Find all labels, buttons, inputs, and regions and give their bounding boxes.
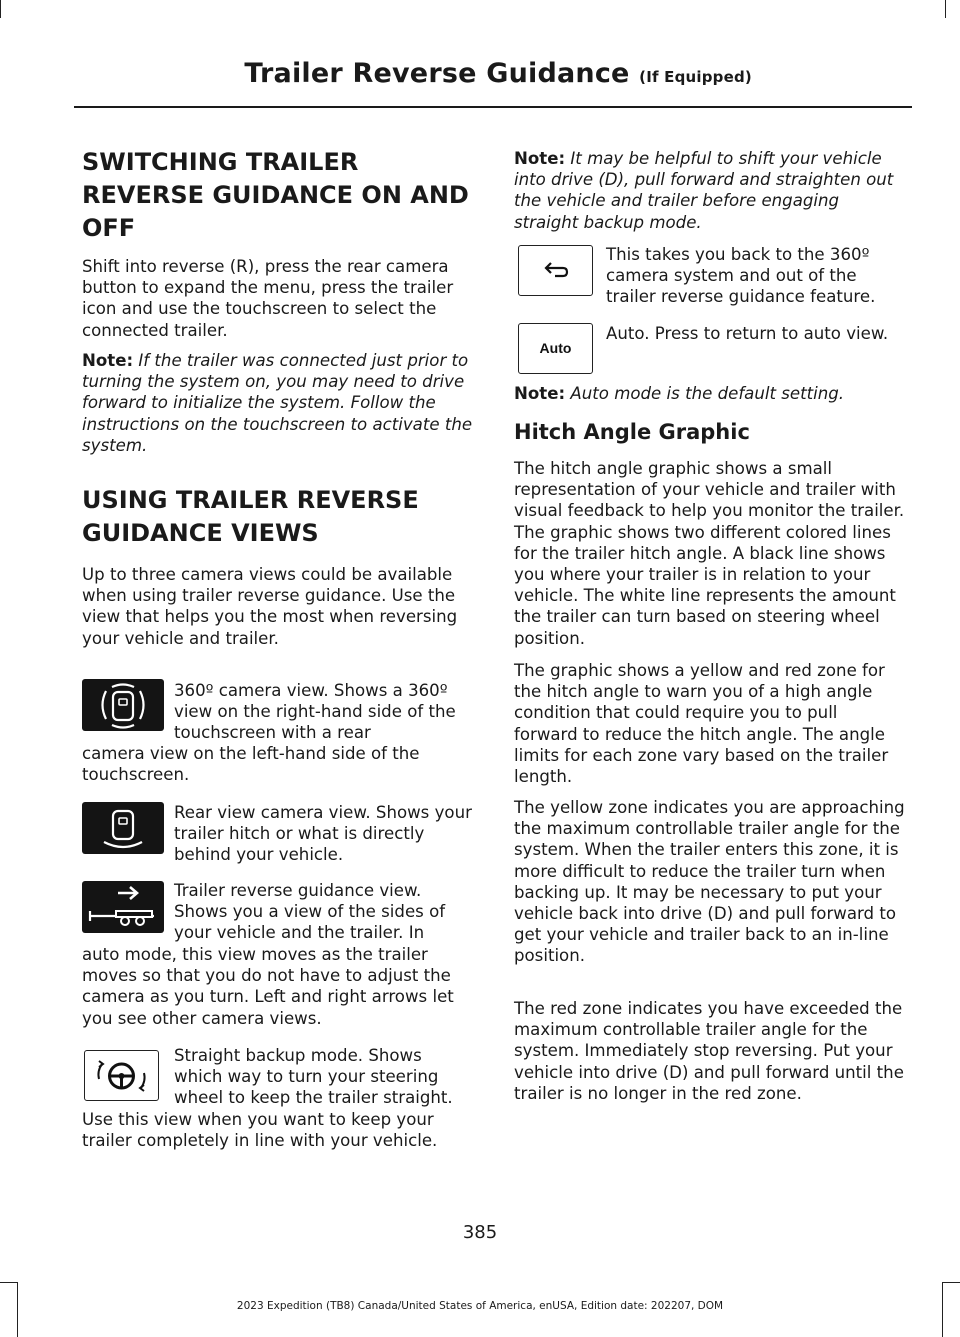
- back-text: This takes you back to the 360º camera system and out of the trailer reverse guidance feature.: [606, 245, 876, 307]
- trailer-guidance-icon: [82, 881, 164, 933]
- note-initialize: [82, 350, 474, 456]
- 360-camera-icon: [82, 679, 164, 731]
- back-icon-box: [518, 245, 593, 296]
- trailer-guidance-icon-box: [82, 881, 164, 933]
- note-label: Note:: [514, 149, 566, 168]
- page-header-title: [244, 58, 752, 89]
- view-straight-text: Straight backup mode. Shows which way to turn your steering wheel to keep the trailer straight.: [174, 1046, 453, 1108]
- page-number: 385: [462, 1222, 498, 1243]
- section-heading-switching: SWITCHING TRAILER REVERSE GUIDANCE ON AND OFF: [82, 148, 469, 242]
- steering-wheel-icon-box: [84, 1050, 159, 1101]
- crop-mark-top-left: [0, 0, 1, 18]
- hitch-paragraph-4: The red zone indicates you have exceeded the maximum controllable trailer angle for the system. Immediately stop reversing. Put your vehicle into drive (D) and pull forward until the trailer is no longer in the red zone.: [514, 999, 904, 1103]
- crop-mark-bottom-right: [942, 1282, 960, 1283]
- view-360-text-cont: camera view on the left-hand side of the touchscreen.: [82, 744, 420, 785]
- note-drive-forward: [514, 148, 906, 233]
- hitch-paragraph-1: The hitch angle graphic shows a small representation of your vehicle and trailer with visual feedback to help you monitor the trailer. The graphic shows two different colored lines for the trailer hitch angle. A black line shows you where your trailer is in relation to your vehicle. The white line represents the amount the trailer can turn based on steering wheel position.: [514, 459, 905, 648]
- steering-wheel-icon: [85, 1051, 158, 1100]
- note-label: Note:: [514, 384, 566, 403]
- footer-edition: 2023 Expedition (TB8) Canada/United States of America, enUSA, Edition date: 202207, DOM: [236, 1300, 724, 1312]
- hitch-angle-heading: Hitch Angle Graphic: [514, 420, 750, 444]
- note-auto-default: [514, 383, 906, 404]
- header-divider: [74, 106, 912, 108]
- rear-camera-icon-box: [82, 802, 164, 854]
- header-title-text: Trailer Reverse Guidance: [244, 58, 630, 89]
- rear-camera-icon: [82, 802, 164, 854]
- view-rear-text: Rear view camera view. Shows your trailer hitch or what is directly behind your vehicle.: [174, 803, 472, 865]
- view-straight-text-cont: Use this view when you want to keep your trailer completely in line with your vehicle.: [82, 1110, 438, 1151]
- crop-mark-top-right: [945, 0, 946, 18]
- section-body-views: Up to three camera views could be available when using trailer reverse guidance. Use the view that helps you the most when reversing your vehicle and trailer.: [82, 565, 458, 648]
- auto-label: Auto: [539, 340, 572, 356]
- view-trailer-text-cont: auto mode, this view moves as the trailer moves so that you do not have to adjust the camera as you turn. Left and right arrows let you see other camera views.: [82, 945, 454, 1028]
- auto-button-box: [518, 323, 593, 374]
- note-body: It may be helpful to shift your vehicle into drive (D), pull forward and straighten out the vehicle and trailer before engaging straight backup mode.: [514, 149, 894, 232]
- view-360-text: 360º camera view. Shows a 360º view on the right-hand side of the touchscreen with a rear: [174, 681, 456, 743]
- crop-mark-bottom-left: [0, 1282, 18, 1283]
- hitch-paragraph-3: The yellow zone indicates you are approaching the maximum controllable trailer angle for the system. When the trailer enters this zone, it is more difficult to reduce the trailer turn when backing up. It may be necessary to put your vehicle back into drive (D) and pull forward to get your vehicle and trailer back to an in-line position.: [514, 798, 905, 966]
- back-arrow-icon: [519, 246, 592, 295]
- section-body-switching: Shift into reverse (R), press the rear camera button to expand the menu, press the trailer icon and use the touchscreen to select the connected trailer.: [82, 257, 454, 340]
- note-label: Note:: [82, 351, 134, 370]
- 360-camera-icon-box: [82, 679, 164, 731]
- hitch-paragraph-2: The graphic shows a yellow and red zone for the hitch angle to warn you of a high angle condition that could require you to pull forward to reduce the hitch angle. The angle limits for each zone vary based on the trailer length.: [514, 661, 889, 787]
- header-subtitle: (If Equipped): [639, 68, 752, 86]
- note-body: Auto mode is the default setting.: [570, 384, 845, 403]
- note-body: If the trailer was connected just prior to turning the system on, you may need to drive forward to initialize the system. Follow the instructions on the touchscreen to activate the system.: [82, 351, 473, 455]
- auto-text: Auto. Press to return to auto view.: [606, 324, 889, 343]
- section-heading-views: USING TRAILER REVERSE GUIDANCE VIEWS: [82, 486, 419, 547]
- view-trailer-text: Trailer reverse guidance view. Shows you a view of the sides of your vehicle and the trailer. In: [174, 881, 446, 943]
